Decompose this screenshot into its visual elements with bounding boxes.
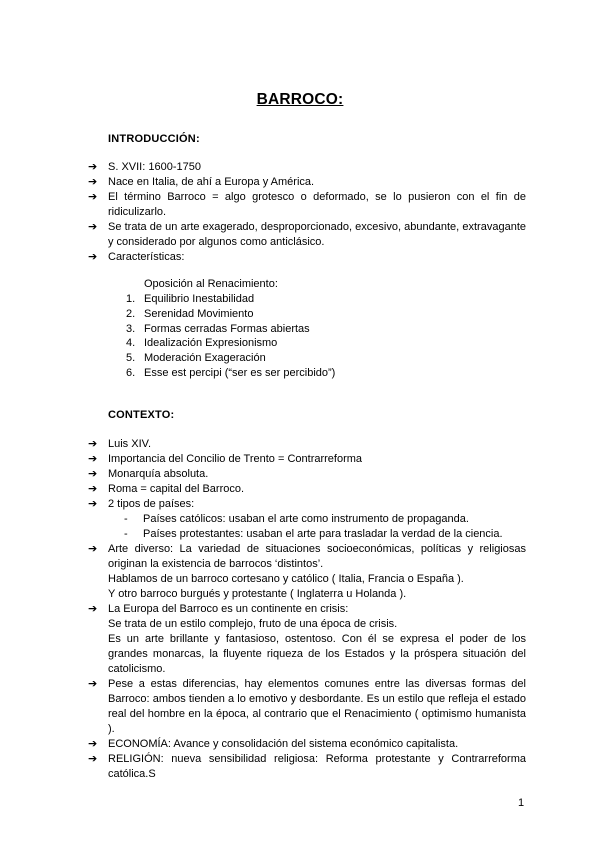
list-item: ➔ RELIGIÓN: nueva sensibilidad religiosa: Reforma protestante y Contrarreforma católica.S: [88, 753, 526, 780]
characteristics-list: [126, 292, 335, 381]
arrow-right-icon: ➔: [88, 498, 98, 510]
arrow-right-icon: ➔: [88, 453, 98, 465]
page-number: 1: [518, 797, 525, 809]
list-item: ➔ Arte diverso: La variedad de situaciones socioeconómicas, políticas y religiosas originan la existencia de barrocos ‘distintos’. Hablamos de un barroco cortesano y católico ( Italia, Francia o España ). Y otro barroco burgués y protestante ( Inglaterra u Holanda ).: [88, 543, 526, 600]
list-item: ➔ Roma = capital del Barroco.: [88, 483, 245, 495]
list-item: ➔ 2 tipos de países: - Países católicos: usaban el arte como instrumento de propaganda. - Países protestantes: usaban el arte para trasladar la verdad de la ciencia.: [88, 497, 526, 542]
country-types-sublist: [108, 512, 526, 542]
list-item: ➔ Monarquía absoluta.: [88, 468, 209, 480]
arrow-right-icon: ➔: [88, 603, 98, 615]
arrow-right-icon: ➔: [88, 161, 98, 173]
list-item: 3. Formas cerradas Formas abiertas: [126, 322, 310, 335]
arrow-right-icon: ➔: [88, 438, 98, 450]
list-item: ➔ Nace en Italia, de ahí a Europa y América.: [88, 176, 315, 188]
sublist-item: - Países católicos: usaban el arte como instrumento de propaganda.: [124, 513, 469, 525]
list-item: ➔ Luis XIV.: [88, 438, 152, 450]
arrow-right-icon: ➔: [88, 468, 98, 480]
list-item: 1. Equilibrio Inestabilidad: [126, 293, 255, 305]
list-item: ➔ Pese a estas diferencias, hay elementos comunes entre las diversas formas del Barroco: ambos tienden a lo emotivo y desbordante. Es un estilo que refleja el estado real del hombre en la época, al contrario que el Renacimiento ( optimismo humanista ).: [88, 678, 526, 735]
list-item: 5. Moderación Exageración: [126, 352, 266, 365]
arrow-right-icon: ➔: [88, 543, 98, 555]
arrow-right-icon: ➔: [88, 251, 98, 263]
list-item: 6. Esse est percipi (“ser es ser percibido”): [126, 366, 336, 379]
list-item: 2. Serenidad Movimiento: [126, 307, 254, 320]
list-item: ➔ S. XVII: 1600-1750: [88, 161, 201, 173]
arrow-right-icon: ➔: [88, 738, 98, 750]
opposition-label: Oposición al Renacimiento:: [144, 278, 278, 290]
arrow-right-icon: ➔: [88, 191, 98, 203]
context-bullet-list: [88, 437, 526, 782]
intro-bullet-list: [88, 160, 526, 265]
list-item: ➔ ECONOMÍA: Avance y consolidación del sistema económico capitalista.: [88, 738, 459, 750]
section-heading-context: CONTEXTO:: [108, 409, 175, 421]
list-item: 4. Idealización Expresionismo: [126, 337, 278, 350]
page-title: BARROCO:: [256, 91, 344, 108]
list-item: ➔ Se trata de un arte exagerado, desproporcionado, excesivo, abundante, extravagante y considerado por algunos como anticlásico.: [88, 221, 526, 248]
list-item: ➔ Importancia del Concilio de Trento = Contrarreforma: [88, 453, 363, 465]
list-item: ➔ El término Barroco = algo grotesco o deformado, se lo pusieron con el fin de ridiculizarlo.: [88, 191, 526, 218]
arrow-right-icon: ➔: [88, 176, 98, 188]
dash-icon: -: [124, 528, 128, 540]
arrow-right-icon: ➔: [88, 221, 98, 233]
sublist-item: - Países protestantes: usaban el arte para trasladar la verdad de la ciencia.: [124, 528, 503, 540]
arrow-right-icon: ➔: [88, 753, 98, 765]
arrow-right-icon: ➔: [88, 678, 98, 690]
arrow-right-icon: ➔: [88, 483, 98, 495]
list-item: ➔ Características:: [88, 251, 185, 263]
section-heading-intro: INTRODUCCIÓN:: [108, 133, 200, 145]
dash-icon: -: [124, 513, 128, 525]
list-item: ➔ La Europa del Barroco es un continente en crisis: Se trata de un estilo complejo, fruto de una época de crisis. Es un arte brillante y fantasioso, ostentoso. Con él se expresa el poder de los grandes monarcas, la fluyente riqueza de los Estados y la próspera situación del catolicismo.: [88, 603, 526, 675]
